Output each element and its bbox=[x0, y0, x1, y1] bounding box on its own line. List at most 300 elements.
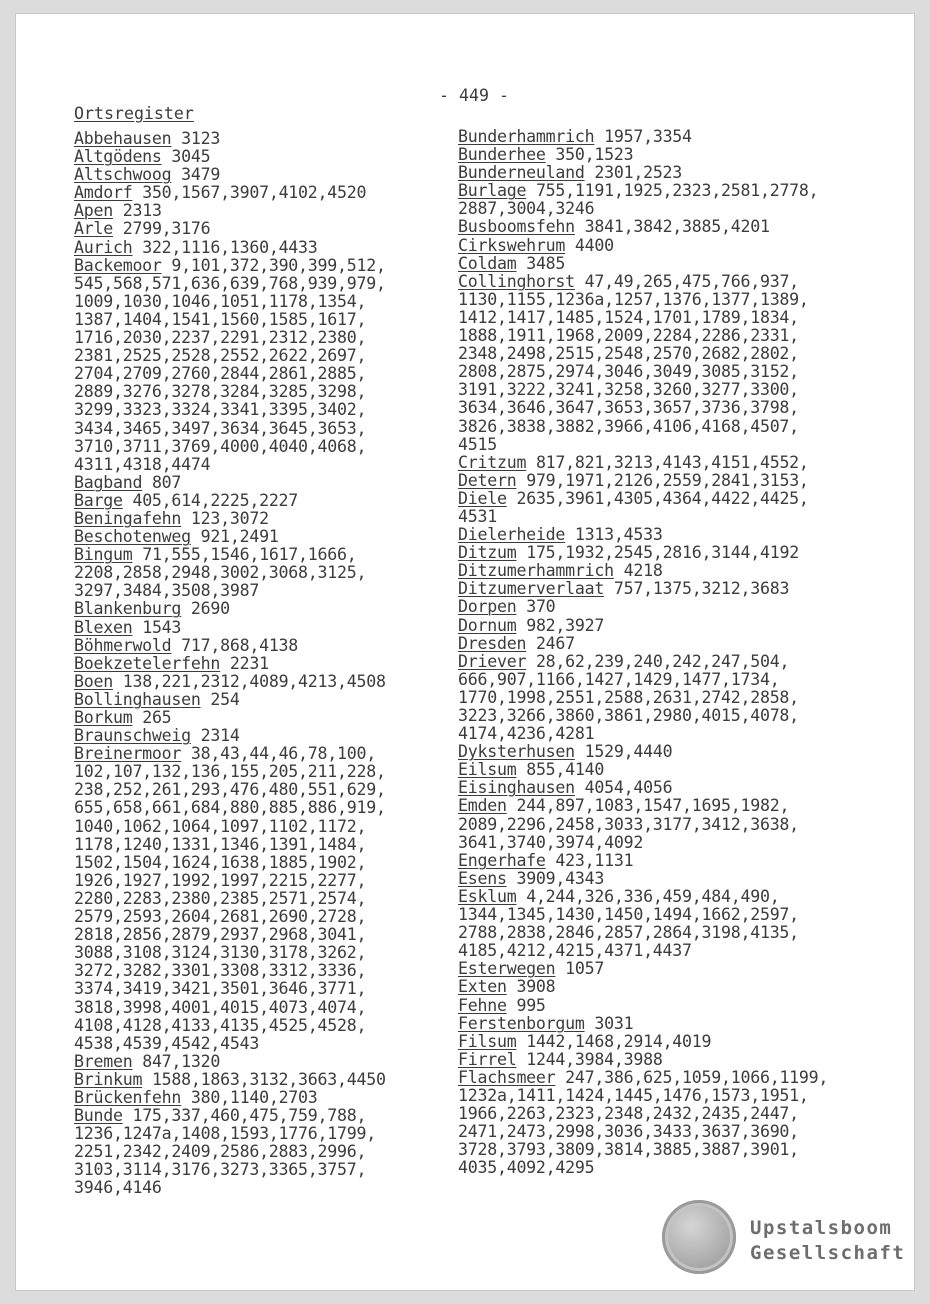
index-entry bbox=[74, 619, 444, 637]
place-name: Amdorf bbox=[74, 183, 133, 203]
reference-numbers: 4218 bbox=[623, 561, 663, 581]
reference-numbers: 2467 bbox=[535, 633, 575, 653]
entry-first-line bbox=[458, 146, 878, 164]
place-name: Bagband bbox=[74, 472, 143, 492]
entry-first-line bbox=[458, 472, 878, 490]
index-entry bbox=[458, 544, 878, 562]
reference-numbers: 817,821,3213,4143,4151,4552, bbox=[535, 452, 809, 472]
entry-continuation-line bbox=[458, 418, 878, 436]
entry-first-line bbox=[458, 1015, 878, 1033]
reference-numbers: 1236,1247a,1408,1593,1776,1799, bbox=[74, 1124, 376, 1144]
reference-numbers: 322,1116,1360,4433 bbox=[142, 237, 318, 257]
reference-numbers: 545,568,571,636,639,768,939,979, bbox=[74, 273, 386, 293]
place-name: Esklum bbox=[458, 886, 517, 906]
entry-continuation-line bbox=[74, 365, 444, 383]
index-entry bbox=[458, 562, 878, 580]
entry-continuation-line bbox=[74, 854, 444, 872]
entry-first-line bbox=[74, 1071, 444, 1089]
place-name: Bingum bbox=[74, 545, 133, 565]
entry-first-line bbox=[74, 184, 444, 202]
index-entry bbox=[74, 474, 444, 492]
place-name: Bunderhee bbox=[458, 145, 546, 165]
place-name: Detern bbox=[458, 470, 517, 490]
place-name: Breinermoor bbox=[74, 744, 182, 764]
index-entry bbox=[458, 218, 878, 236]
entry-first-line bbox=[74, 528, 444, 546]
entry-first-line bbox=[74, 510, 444, 528]
reference-numbers: 4531 bbox=[458, 506, 497, 526]
entry-first-line bbox=[458, 797, 878, 815]
entry-first-line bbox=[458, 182, 878, 200]
reference-numbers: 2313 bbox=[122, 201, 162, 221]
index-entry bbox=[74, 600, 444, 618]
index-entry bbox=[458, 164, 878, 182]
reference-numbers: 265 bbox=[142, 708, 172, 727]
reference-numbers: 3103,3114,3176,3273,3365,3757, bbox=[74, 1160, 367, 1180]
reference-numbers: 4035,4092,4295 bbox=[458, 1158, 595, 1178]
reference-numbers: 921,2491 bbox=[200, 527, 279, 547]
index-column-left bbox=[74, 130, 444, 1198]
index-entry bbox=[458, 490, 878, 526]
entry-continuation-line bbox=[458, 1087, 878, 1105]
place-name: Borkum bbox=[74, 708, 133, 727]
entry-continuation-line bbox=[458, 200, 878, 218]
entry-first-line bbox=[458, 164, 878, 182]
index-entry bbox=[74, 691, 444, 709]
entry-first-line bbox=[74, 239, 444, 257]
index-entry bbox=[458, 978, 878, 996]
page-number: - 449 - bbox=[439, 86, 509, 105]
place-name: Coldam bbox=[458, 253, 517, 273]
entry-continuation-line bbox=[74, 999, 444, 1017]
reference-numbers: 350,1567,3907,4102,4520 bbox=[142, 183, 367, 203]
reference-numbers: 717,868,4138 bbox=[181, 635, 299, 655]
reference-numbers: 1770,1998,2551,2588,2631,2742,2858, bbox=[458, 687, 799, 707]
entry-continuation-line bbox=[74, 980, 444, 998]
place-name: Ditzumerhammrich bbox=[458, 561, 614, 581]
reference-numbers: 2635,3961,4305,4364,4422,4425, bbox=[516, 488, 809, 508]
place-name: Backemoor bbox=[74, 255, 162, 275]
index-entry bbox=[458, 1015, 878, 1033]
reference-numbers: 3485 bbox=[526, 253, 566, 273]
entry-first-line bbox=[458, 852, 878, 870]
entry-continuation-line bbox=[458, 1159, 878, 1177]
entry-continuation-line bbox=[458, 345, 878, 363]
place-name: Altgödens bbox=[74, 147, 162, 167]
reference-numbers: 4515 bbox=[458, 434, 497, 454]
place-name: Flachsmeer bbox=[458, 1067, 556, 1087]
place-name: Busboomsfehn bbox=[458, 217, 575, 237]
index-entry bbox=[458, 1069, 878, 1178]
index-entry bbox=[74, 184, 444, 202]
index-entry bbox=[74, 492, 444, 510]
reference-numbers: 370 bbox=[526, 597, 556, 617]
reference-numbers: 3909,4343 bbox=[516, 868, 605, 888]
place-name: Bunderneuland bbox=[458, 163, 585, 183]
place-name: Diele bbox=[458, 488, 507, 508]
entry-continuation-line bbox=[74, 872, 444, 890]
place-name: Apen bbox=[74, 201, 113, 221]
index-entry bbox=[458, 852, 878, 870]
entry-first-line bbox=[458, 526, 878, 544]
entry-first-line bbox=[458, 454, 878, 472]
place-name: Burlage bbox=[458, 181, 527, 201]
place-name: Esens bbox=[458, 868, 507, 888]
place-name: Driever bbox=[458, 651, 527, 671]
reference-numbers: 3299,3323,3324,3341,3395,3402, bbox=[74, 400, 367, 420]
reference-numbers: 1588,1863,3132,3663,4450 bbox=[151, 1069, 386, 1089]
reference-numbers: 982,3927 bbox=[526, 615, 605, 635]
reference-numbers: 3728,3793,3809,3814,3885,3887,3901, bbox=[458, 1140, 799, 1160]
society-seal-logo bbox=[662, 1200, 736, 1274]
index-entry bbox=[74, 1107, 444, 1197]
entry-first-line bbox=[458, 544, 878, 562]
reference-numbers: 979,1971,2126,2559,2841,3153, bbox=[526, 470, 809, 490]
reference-numbers: 2818,2856,2879,2937,2968,3041, bbox=[74, 925, 367, 945]
reference-numbers: 2808,2875,2974,3046,3049,3085,3152, bbox=[458, 362, 799, 382]
reference-numbers: 38,43,44,46,78,100, bbox=[190, 744, 376, 764]
society-logo-text bbox=[750, 1216, 905, 1266]
index-entry bbox=[74, 1053, 444, 1071]
entry-first-line bbox=[458, 255, 878, 273]
place-name: Bremen bbox=[74, 1051, 133, 1071]
place-name: Engerhafe bbox=[458, 850, 546, 870]
entry-continuation-line bbox=[74, 818, 444, 836]
entry-continuation-line bbox=[74, 1035, 444, 1053]
place-name: Filsum bbox=[458, 1031, 517, 1051]
reference-numbers: 1178,1240,1331,1346,1391,1484, bbox=[74, 834, 367, 854]
place-name: Boen bbox=[74, 671, 113, 691]
reference-numbers: 1412,1417,1485,1524,1701,1789,1834, bbox=[458, 307, 799, 327]
reference-numbers: 102,107,132,136,155,205,211,228, bbox=[74, 762, 386, 782]
reference-numbers: 1926,1927,1992,1997,2215,2277, bbox=[74, 870, 367, 890]
index-entry bbox=[74, 655, 444, 673]
entry-first-line bbox=[458, 218, 878, 236]
entry-first-line bbox=[458, 237, 878, 255]
index-entry bbox=[74, 220, 444, 238]
place-name: Bunde bbox=[74, 1106, 123, 1126]
place-name: Dresden bbox=[458, 633, 527, 653]
entry-first-line bbox=[74, 130, 444, 148]
entry-continuation-line bbox=[74, 1017, 444, 1035]
reference-numbers: 3434,3465,3497,3634,3645,3653, bbox=[74, 418, 367, 438]
index-entry bbox=[458, 580, 878, 598]
place-name: Firrel bbox=[458, 1049, 517, 1069]
entry-first-line bbox=[74, 655, 444, 673]
index-entry bbox=[74, 510, 444, 528]
entry-first-line bbox=[74, 202, 444, 220]
entry-first-line bbox=[74, 691, 444, 709]
entry-continuation-line bbox=[458, 1123, 878, 1141]
reference-numbers: 2579,2593,2604,2681,2690,2728, bbox=[74, 907, 367, 927]
entry-first-line bbox=[458, 870, 878, 888]
reference-numbers: 123,3072 bbox=[190, 508, 269, 528]
reference-numbers: 807 bbox=[151, 472, 182, 492]
entry-continuation-line bbox=[458, 363, 878, 381]
reference-numbers: 28,62,239,240,242,247,504, bbox=[535, 651, 790, 671]
register-heading: Ortsregister bbox=[74, 104, 194, 123]
index-entry bbox=[458, 1051, 878, 1069]
entry-continuation-line bbox=[74, 890, 444, 908]
index-entry bbox=[458, 888, 878, 960]
reference-numbers: 2280,2283,2380,2385,2571,2574, bbox=[74, 888, 367, 908]
entry-first-line bbox=[458, 960, 878, 978]
reference-numbers: 4174,4236,4281 bbox=[458, 724, 595, 744]
reference-numbers: 47,49,265,475,766,937, bbox=[584, 271, 799, 291]
reference-numbers: 238,252,261,293,476,480,551,629, bbox=[74, 780, 386, 800]
reference-numbers: 175,337,460,475,759,788, bbox=[132, 1106, 367, 1126]
entry-first-line bbox=[458, 1033, 878, 1051]
reference-numbers: 1344,1345,1430,1450,1494,1662,2597, bbox=[458, 905, 799, 925]
reference-numbers: 1009,1030,1046,1051,1178,1354, bbox=[74, 291, 367, 311]
entry-continuation-line bbox=[74, 347, 444, 365]
index-entry bbox=[458, 635, 878, 653]
place-name: Esterwegen bbox=[458, 959, 556, 979]
place-name: Bollinghausen bbox=[74, 689, 201, 709]
index-entry bbox=[458, 526, 878, 544]
entry-first-line bbox=[74, 1089, 444, 1107]
reference-numbers: 1966,2263,2323,2348,2432,2435,2447, bbox=[458, 1104, 799, 1124]
reference-numbers: 1232a,1411,1424,1445,1476,1573,1951, bbox=[458, 1085, 809, 1105]
entry-continuation-line bbox=[458, 436, 878, 454]
reference-numbers: 1130,1155,1236a,1257,1376,1377,1389, bbox=[458, 289, 809, 309]
reference-numbers: 757,1375,3212,3683 bbox=[613, 579, 790, 599]
reference-numbers: 666,907,1166,1427,1429,1477,1734, bbox=[458, 669, 780, 689]
entry-continuation-line bbox=[458, 689, 878, 707]
reference-numbers: 2231 bbox=[229, 653, 269, 673]
reference-numbers: 3818,3998,4001,4015,4073,4074, bbox=[74, 997, 367, 1017]
entry-continuation-line bbox=[74, 926, 444, 944]
index-entry bbox=[458, 273, 878, 454]
index-entry bbox=[458, 617, 878, 635]
reference-numbers: 1387,1404,1541,1560,1585,1617, bbox=[74, 309, 367, 329]
index-entry bbox=[458, 128, 878, 146]
entry-first-line bbox=[74, 148, 444, 166]
reference-numbers: 3841,3842,3885,4201 bbox=[584, 217, 770, 237]
reference-numbers: 1442,1468,2914,4019 bbox=[526, 1031, 712, 1051]
index-entry bbox=[458, 1033, 878, 1051]
place-name: Exten bbox=[458, 977, 507, 997]
reference-numbers: 3374,3419,3421,3501,3646,3771, bbox=[74, 979, 367, 999]
entry-continuation-line bbox=[458, 834, 878, 852]
place-name: Braunschweig bbox=[74, 726, 191, 746]
index-entry bbox=[458, 779, 878, 797]
place-name: Beningafehn bbox=[74, 508, 182, 528]
entry-first-line bbox=[458, 598, 878, 616]
place-name: Cirkswehrum bbox=[458, 235, 566, 255]
reference-numbers: 2889,3276,3278,3284,3285,3298, bbox=[74, 382, 367, 402]
reference-numbers: 4400 bbox=[574, 235, 614, 255]
reference-numbers: 755,1191,1925,2323,2581,2778, bbox=[535, 181, 819, 201]
entry-continuation-line bbox=[74, 763, 444, 781]
reference-numbers: 4054,4056 bbox=[584, 778, 673, 798]
entry-first-line bbox=[74, 709, 444, 727]
place-name: Ditzum bbox=[458, 543, 517, 563]
reference-numbers: 3123 bbox=[181, 129, 221, 148]
entry-first-line bbox=[74, 220, 444, 238]
index-entry bbox=[74, 528, 444, 546]
logo-line-1: Upstalsboom bbox=[750, 1217, 893, 1239]
reference-numbers: 9,101,372,390,399,512, bbox=[171, 255, 386, 275]
reference-numbers: 3634,3646,3647,3653,3657,3736,3798, bbox=[458, 398, 799, 418]
place-name: Dielerheide bbox=[458, 525, 566, 545]
place-name: Brinkum bbox=[74, 1069, 143, 1089]
index-entry bbox=[458, 255, 878, 273]
reference-numbers: 2690 bbox=[190, 599, 230, 619]
place-name: Emden bbox=[458, 796, 507, 816]
reference-numbers: 4108,4128,4133,4135,4525,4528, bbox=[74, 1015, 367, 1035]
entry-continuation-line bbox=[458, 816, 878, 834]
entry-continuation-line bbox=[74, 293, 444, 311]
entry-continuation-line bbox=[74, 438, 444, 456]
entry-first-line bbox=[74, 600, 444, 618]
index-entry bbox=[458, 743, 878, 761]
index-entry bbox=[458, 472, 878, 490]
reference-numbers: 1313,4533 bbox=[574, 525, 663, 545]
index-entry bbox=[458, 653, 878, 743]
entry-continuation-line bbox=[74, 1143, 444, 1161]
entry-first-line bbox=[74, 166, 444, 184]
entry-continuation-line bbox=[458, 707, 878, 725]
entry-first-line bbox=[458, 1051, 878, 1069]
reference-numbers: 350,1523 bbox=[555, 145, 634, 165]
reference-numbers: 3641,3740,3974,4092 bbox=[458, 832, 644, 852]
entry-continuation-line bbox=[74, 1125, 444, 1143]
reference-numbers: 1040,1062,1064,1097,1102,1172, bbox=[74, 816, 367, 836]
index-entry bbox=[458, 146, 878, 164]
entry-continuation-line bbox=[458, 725, 878, 743]
index-column-right bbox=[458, 128, 878, 1177]
entry-continuation-line bbox=[74, 401, 444, 419]
entry-first-line bbox=[74, 257, 444, 275]
entry-first-line bbox=[74, 727, 444, 745]
index-entry bbox=[74, 709, 444, 727]
index-entry bbox=[74, 673, 444, 691]
entry-continuation-line bbox=[74, 1179, 444, 1197]
entry-continuation-line bbox=[458, 381, 878, 399]
reference-numbers: 71,555,1546,1617,1666, bbox=[142, 545, 357, 565]
reference-numbers: 2208,2858,2948,3002,3068,3125, bbox=[74, 563, 367, 583]
index-entry bbox=[458, 797, 878, 851]
entry-continuation-line bbox=[74, 311, 444, 329]
reference-numbers: 4538,4539,4542,4543 bbox=[74, 1033, 260, 1053]
entry-continuation-line bbox=[458, 1105, 878, 1123]
reference-numbers: 380,1140,2703 bbox=[190, 1087, 318, 1107]
reference-numbers: 1057 bbox=[565, 959, 605, 979]
entry-first-line bbox=[74, 1053, 444, 1071]
place-name: Altschwoog bbox=[74, 165, 172, 185]
place-name: Ferstenborgum bbox=[458, 1013, 585, 1033]
reference-numbers: 1957,3354 bbox=[604, 127, 692, 146]
entry-first-line bbox=[458, 635, 878, 653]
place-name: Ditzumerverlaat bbox=[458, 579, 605, 599]
entry-first-line bbox=[458, 779, 878, 797]
place-name: Dyksterhusen bbox=[458, 742, 575, 762]
reference-numbers: 4,244,326,336,459,484,490, bbox=[526, 886, 780, 906]
entry-continuation-line bbox=[458, 906, 878, 924]
reference-numbers: 423,1131 bbox=[555, 850, 634, 870]
reference-numbers: 3826,3838,3882,3966,4106,4168,4507, bbox=[458, 416, 799, 436]
reference-numbers: 254 bbox=[210, 689, 240, 709]
logo-line-2: Gesellschaft bbox=[750, 1242, 906, 1264]
place-name: Barge bbox=[74, 490, 123, 510]
reference-numbers: 2381,2525,2528,2552,2622,2697, bbox=[74, 346, 367, 366]
entry-continuation-line bbox=[74, 908, 444, 926]
index-entry bbox=[74, 745, 444, 1053]
entry-continuation-line bbox=[74, 564, 444, 582]
entry-first-line bbox=[458, 128, 878, 146]
reference-numbers: 1244,3984,3988 bbox=[526, 1049, 663, 1069]
place-name: Dornum bbox=[458, 615, 517, 635]
index-entry bbox=[74, 546, 444, 600]
entry-first-line bbox=[74, 619, 444, 637]
index-entry bbox=[74, 130, 444, 148]
entry-continuation-line bbox=[458, 924, 878, 942]
reference-numbers: 1529,4440 bbox=[584, 742, 673, 762]
index-entry bbox=[74, 239, 444, 257]
entry-continuation-line bbox=[74, 582, 444, 600]
index-entry bbox=[458, 598, 878, 616]
index-entry bbox=[74, 1071, 444, 1089]
entry-continuation-line bbox=[74, 944, 444, 962]
reference-numbers: 3946,4146 bbox=[74, 1178, 162, 1198]
place-name: Critzum bbox=[458, 452, 527, 472]
entry-first-line bbox=[458, 490, 878, 508]
place-name: Blexen bbox=[74, 617, 133, 637]
place-name: Collinghorst bbox=[458, 271, 575, 291]
entry-first-line bbox=[74, 474, 444, 492]
reference-numbers: 2788,2838,2846,2857,2864,3198,4135, bbox=[458, 923, 799, 943]
reference-numbers: 244,897,1083,1547,1695,1982, bbox=[516, 796, 790, 816]
entry-continuation-line bbox=[74, 962, 444, 980]
reference-numbers: 2887,3004,3246 bbox=[458, 199, 595, 219]
reference-numbers: 2089,2296,2458,3033,3177,3412,3638, bbox=[458, 814, 799, 834]
place-name: Boekzetelerfehn bbox=[74, 653, 221, 673]
entry-continuation-line bbox=[74, 275, 444, 293]
index-entry bbox=[74, 727, 444, 745]
index-entry bbox=[458, 960, 878, 978]
reference-numbers: 2348,2498,2515,2548,2570,2682,2802, bbox=[458, 344, 799, 364]
reference-numbers: 1543 bbox=[142, 617, 182, 637]
entry-continuation-line bbox=[458, 942, 878, 960]
index-entry bbox=[74, 1089, 444, 1107]
entry-first-line bbox=[74, 492, 444, 510]
index-entry bbox=[458, 761, 878, 779]
place-name: Brückenfehn bbox=[74, 1087, 182, 1107]
index-entry bbox=[74, 166, 444, 184]
place-name: Eisinghausen bbox=[458, 778, 575, 798]
reference-numbers: 855,4140 bbox=[526, 760, 605, 780]
entry-first-line bbox=[458, 617, 878, 635]
index-entry bbox=[74, 637, 444, 655]
entry-first-line bbox=[458, 653, 878, 671]
index-entry bbox=[458, 182, 878, 218]
place-name: Eilsum bbox=[458, 760, 517, 780]
entry-continuation-line bbox=[458, 399, 878, 417]
entry-continuation-line bbox=[458, 327, 878, 345]
reference-numbers: 4185,4212,4215,4371,4437 bbox=[458, 941, 692, 961]
reference-numbers: 3191,3222,3241,3258,3260,3277,3300, bbox=[458, 380, 799, 400]
entry-continuation-line bbox=[74, 781, 444, 799]
entry-continuation-line bbox=[74, 420, 444, 438]
place-name: Böhmerwold bbox=[74, 635, 172, 655]
reference-numbers: 3272,3282,3301,3308,3312,3336, bbox=[74, 961, 367, 981]
entry-first-line bbox=[458, 997, 878, 1015]
entry-continuation-line bbox=[74, 329, 444, 347]
entry-first-line bbox=[458, 580, 878, 598]
entry-first-line bbox=[458, 743, 878, 761]
entry-first-line bbox=[458, 273, 878, 291]
